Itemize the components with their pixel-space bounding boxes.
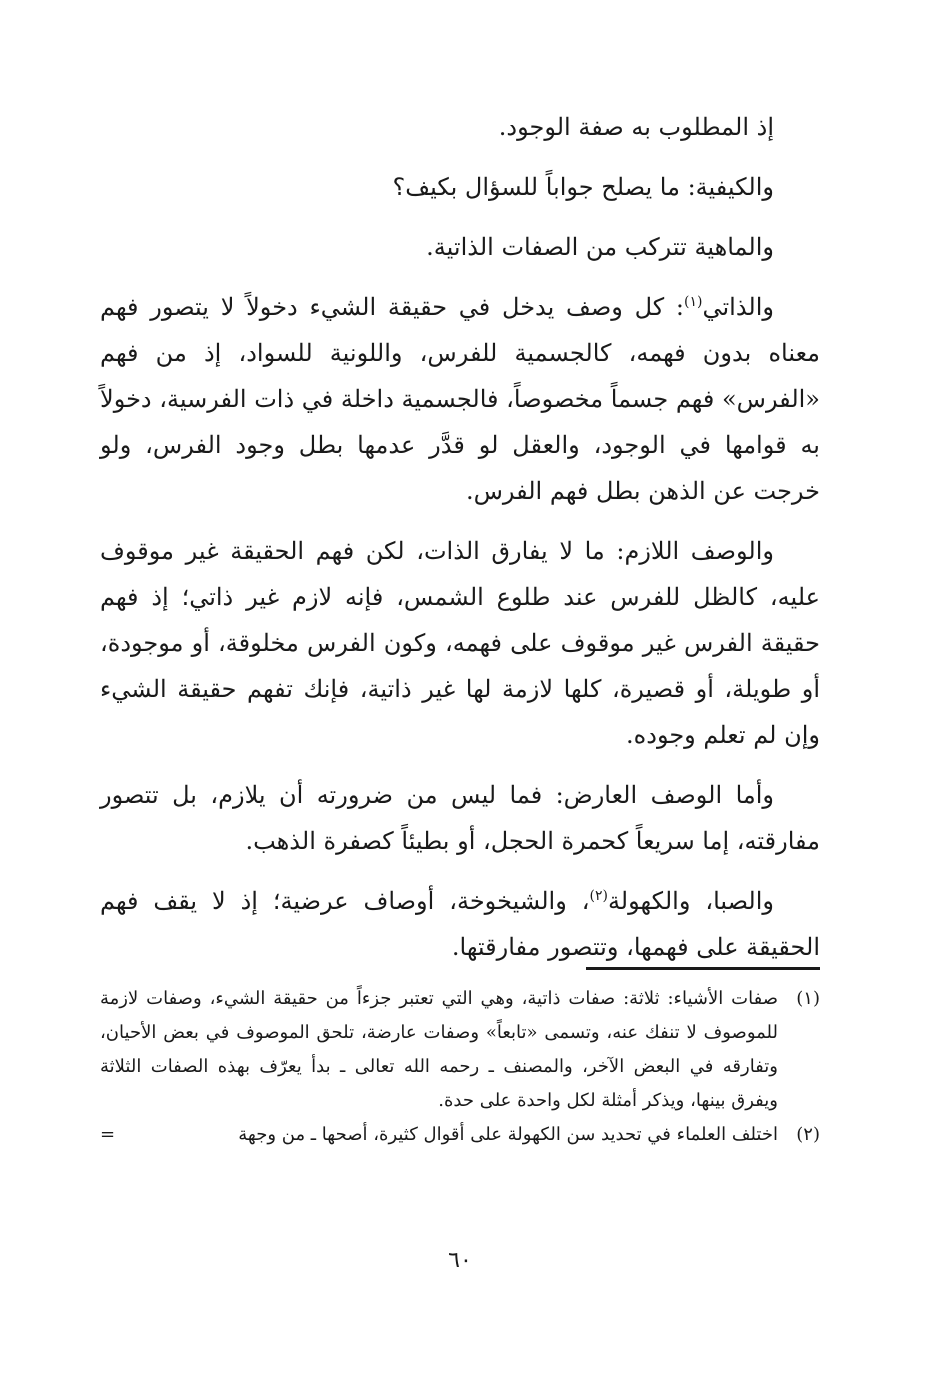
paragraph-5: والوصف اللازم: ما لا يفارق الذات، لكن فهم الحقيقة غير موقوف عليه، كالظل للفرس عند طلوع الشمس، فإنه لازم غير ذاتي؛ إذ فهم حقيقة الفرس غير موقوف على فهمه، وكون الفرس مخلوقة، أو موجودة، أو طويلة، أو قصيرة، كلها لازمة لها غير ذاتية، فإنك تفهم حقيقة الشيء وإن لم تعلم وجوده. [100,537,820,749]
footnote-1-number: (١) [796,988,820,1009]
footnote-2 [100,1118,820,1152]
paragraph-4-lead: والذاتي [702,293,774,321]
footnote-2-number: (٢) [796,1124,820,1145]
footnote-2-text: اختلف العلماء في تحديد سن الكهولة على أقوال كثيرة، أصحها ـ من وجهة [238,1124,778,1145]
paragraph-7-rest: ، والشيخوخة، أوصاف عرضية؛ إذ لا يقف فهم الحقيقة على فهمها، وتتصور مفارقتها. [100,887,820,961]
paragraph-3: والماهية تتركب من الصفات الذاتية. [426,233,774,261]
continuation-mark: = [100,1124,116,1145]
footnote-divider [586,967,820,970]
paragraph-6: وأما الوصف العارض: فما ليس من ضرورته أن يلازم، بل تتصور مفارقته، إما سريعاً كحمرة الحجل، أو بطيئاً كصفرة الذهب. [100,781,820,855]
paragraph-7-lead: والصبا، والكهولة [607,887,775,915]
footnote-1-text: صفات الأشياء: ثلاثة: صفات ذاتية، وهي التي تعتبر جزءاً من حقيقة الشيء، وصفات لازمة للموصوف لا تنفك عنه، وتسمى «تابعاً» وصفات عارضة، تلحق الموصوف في بعض الأحيان، وتفارقه في البعض الآخر، والمصنف ـ رحمه الله تعالى ـ بدأ يعرّف بهذه الصفات الثلاثة ويفرق بينها، ويذكر أمثلة لكل واحدة على حدة. [100,988,778,1111]
paragraph-1: إذ المطلوب به صفة الوجود. [498,113,774,141]
main-text [100,104,820,984]
footnote-ref-2: (٢) [589,888,608,904]
page-number: ٦٠ [448,1248,472,1273]
book-page [100,0,820,1385]
paragraph-2: والكيفية: ما يصلح جواباً للسؤال بكيف؟ [392,173,774,201]
footnotes [100,982,820,1152]
footnote-1 [100,982,820,1118]
paragraph-7 [100,878,820,970]
paragraph-4 [100,284,820,514]
paragraph-4-rest: : كل وصف يدخل في حقيقة الشيء دخولاً لا يتصور فهم معناه بدون فهمه، كالجسمية للفرس، واللونية للسواد، إذ من فهم «الفرس» فهم جسماً مخصوصاً، فالجسمية داخلة في ذات الفرسية، دخولاً به قوامها في الوجود، والعقل لو قدَّر عدمها بطل وجود الفرس، ولو خرجت عن الذهن بطل فهم الفرس. [100,293,820,505]
footnote-ref-1: (١) [684,294,703,310]
